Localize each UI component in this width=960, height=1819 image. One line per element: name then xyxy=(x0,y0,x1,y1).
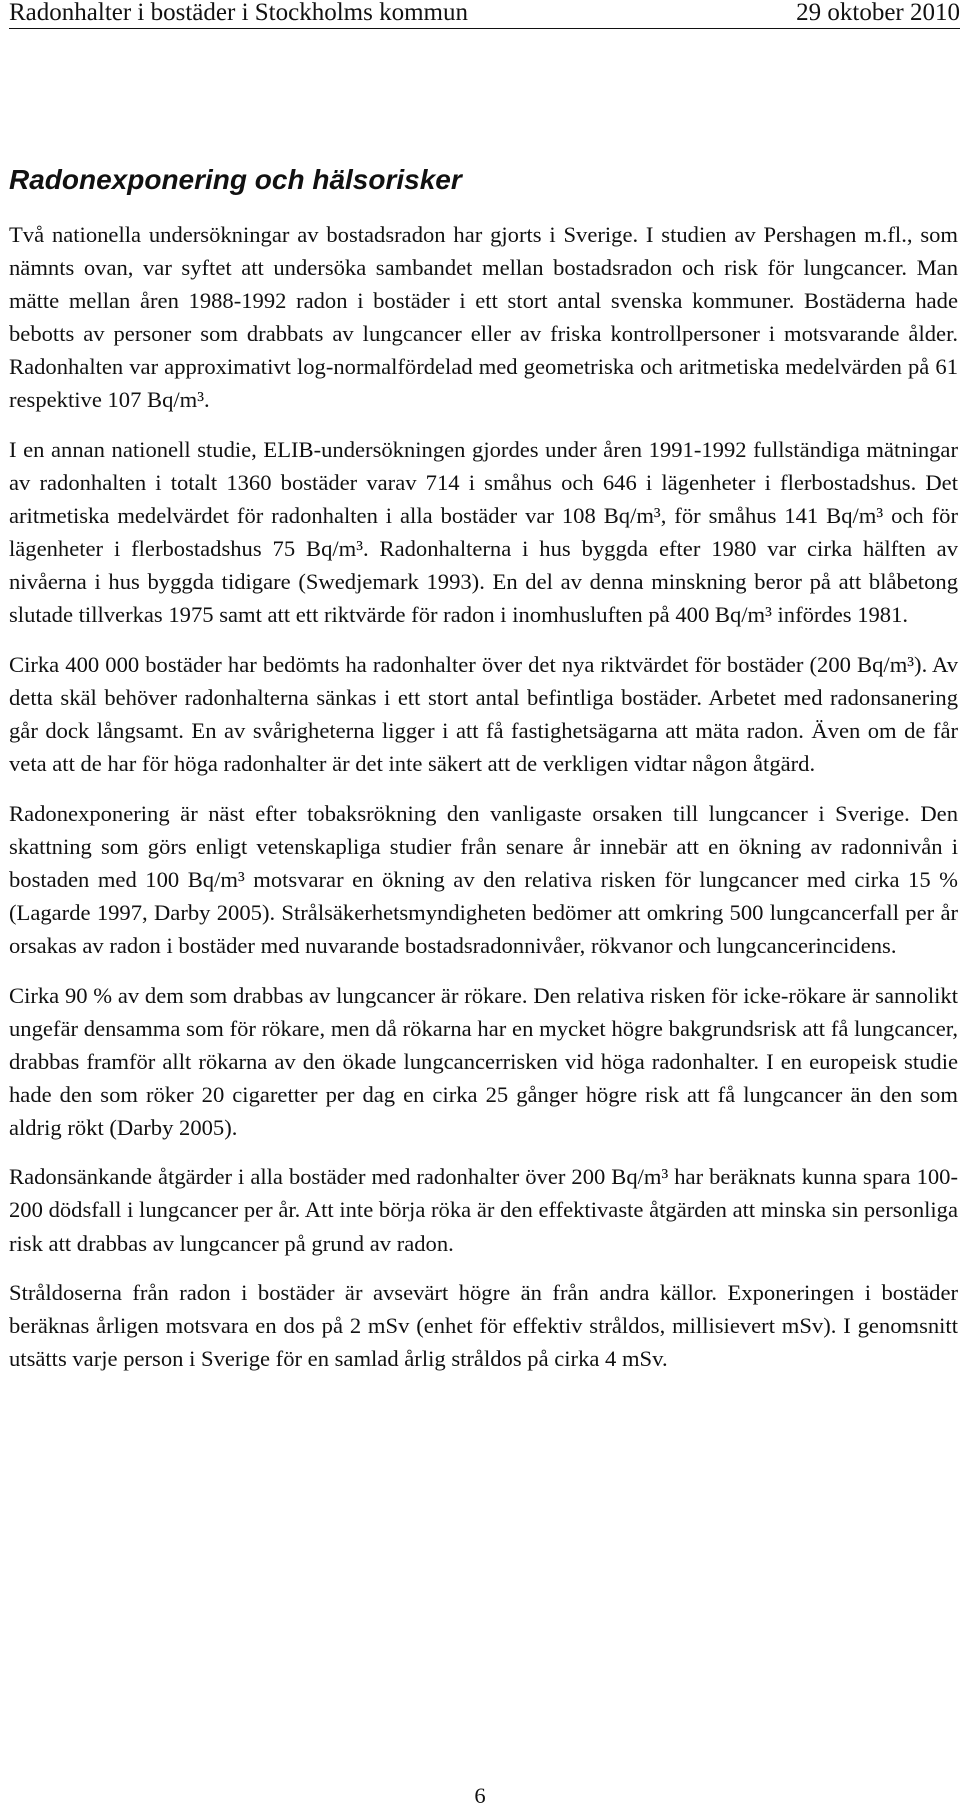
body-text xyxy=(9,218,958,1375)
header-rule xyxy=(9,28,960,29)
paragraph: Cirka 90 % av dem som drabbas av lungcancer är rökare. Den relativa risken för icke-rökare är sannolikt ungefär densamma som för rökare, men då rökarna har en mycket högre bakgrundsrisk att få lungcancer, drabbas framför allt rökarna av den ökade lungcancerrisken vid höga radonhalter. I en europeisk studie hade den som röker 20 cigaretter per dag en cirka 25 gånger högre risk att få lungcancer än den som aldrig rökt (Darby 2005). xyxy=(9,982,958,1140)
header-date: 29 oktober 2010 xyxy=(796,0,960,26)
paragraph: Två nationella undersökningar av bostadsradon har gjorts i Sverige. I studien av Pershagen m.fl., som nämnts ovan, var syftet att undersöka sambandet mellan bostadsradon och risk för lungcancer. Man mätte mellan åren 1988-1992 radon i bostäder i ett stort antal svenska kommuner. Bostäderna hade bebotts av personer som drabbats av lungcancer eller av friska kontrollpersoner i motsvarande ålder. Radonhalten var approximativt log-normalfördelad med geometriska och aritmetiska medelvärden på 61 respektive 107 Bq/m³. xyxy=(9,222,958,413)
header-document-title: Radonhalter i bostäder i Stockholms kommun xyxy=(9,0,468,26)
running-header xyxy=(9,0,960,28)
section-title: Radonexponering och hälsorisker xyxy=(9,164,462,195)
paragraph: Radonexponering är näst efter tobaksrökning den vanligaste orsaken till lungcancer i Sverige. Den skattning som görs enligt vetenskapliga studier från senare år innebär att en ökning av radonnivån i bostaden med 100 Bq/m³ motsvarar en ökning av den relativa risken för lungcancer med cirka 15 % (Lagarde 1997, Darby 2005). Strålsäkerhetsmyndigheten bedömer att omkring 500 lungcancerfall per år orsakas av radon i bostäder med nuvarande bostadsradonnivåer, rökvanor och lungcancerincidens. xyxy=(9,800,958,959)
paragraph: I en annan nationell studie, ELIB-undersökningen gjordes under åren 1991-1992 fullständiga mätningar av radonhalten i totalt 1360 bostäder varav 714 i småhus och 646 i lägenheter i flerbostadshus. Det aritmetiska medelvärdet för radonhalten i alla bostäder var 108 Bq/m³, för småhus 141 Bq/m³ och för lägenheter i flerbostadshus 75 Bq/m³. Radonhalterna i hus byggda efter 1980 var cirka hälften av nivåerna i hus byggda tidigare (Swedjemark 1993). En del av denna minskning beror på att blåbetong slutade tillverkas 1975 samt att ett riktvärde för radon i inomhusluften på 400 Bq/m³ infördes 1981. xyxy=(9,436,958,628)
paragraph: Cirka 400 000 bostäder har bedömts ha radonhalter över det nya riktvärdet för bostäder (200 Bq/m³). Av detta skäl behöver radonhalterna sänkas i ett stort antal befintliga bostäder. Arbetet med radonsanering går dock långsamt. En av svårigheterna ligger i att få fastighetsägarna att mäta radon. Även om de får veta att de har för höga radonhalter är det inte säkert att de verkligen vidtar någon åtgärd. xyxy=(9,651,958,777)
paragraph: Radonsänkande åtgärder i alla bostäder med radonhalter över 200 Bq/m³ har beräknats kunna spara 100-200 dödsfall i lungcancer per år. Att inte börja röka är den effektivaste åtgärden att minska sin personliga risk att drabbas av lungcancer på grund av radon. xyxy=(9,1164,958,1256)
paragraph: Stråldoserna från radon i bostäder är avsevärt högre än från andra källor. Exponeringen i bostäder beräknas årligen motsvara en dos på 2 mSv (enhet för effektiv stråldos, millisievert mSv). I genomsnitt utsätts varje person i Sverige för en samlad årlig stråldos på cirka 4 mSv. xyxy=(9,1280,958,1372)
page-number: 6 xyxy=(474,1783,486,1808)
